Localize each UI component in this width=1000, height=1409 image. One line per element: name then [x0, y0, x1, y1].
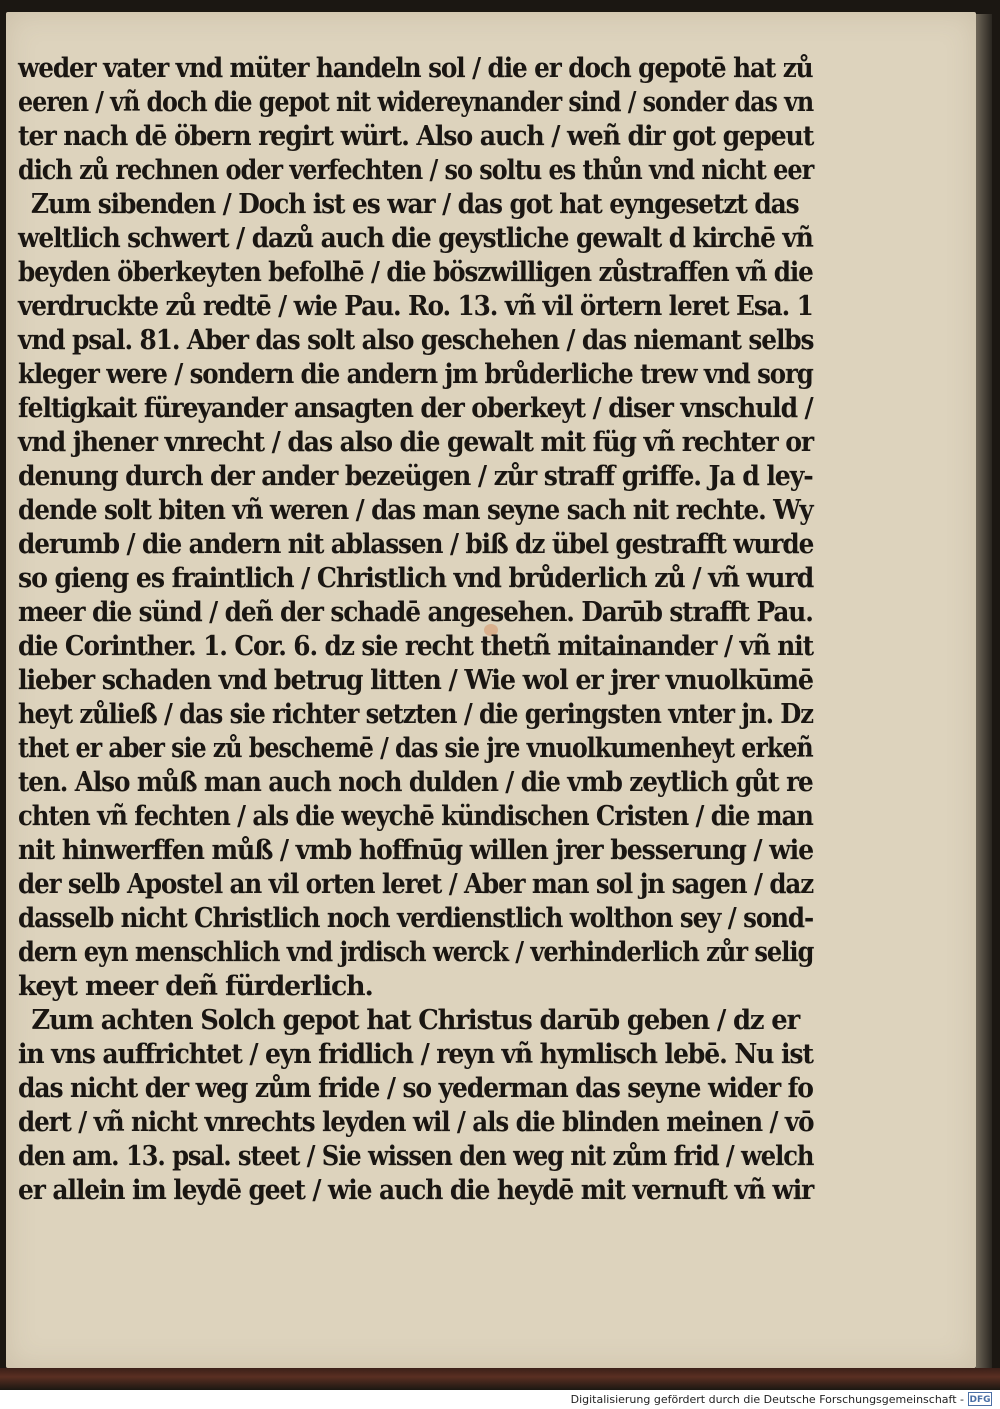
- footer-bar: [0, 1390, 1000, 1409]
- text-line: beyden öberkeyten befolhē / die böszwilligen zůstraffen vñ die: [18, 257, 813, 288]
- text-line: meer die sünd / deñ der schadē angesehen. Darūb strafft Pau.: [18, 597, 813, 628]
- text-line: das nicht der weg zům fride / so yederman das seyne wider fo: [18, 1073, 813, 1104]
- digitization-credit: Digitalisierung gefördert durch die Deutsche Forschungsgemeinschaft -: [570, 1393, 964, 1406]
- text-line: Zum achten Solch gepot hat Christus darūb geben / dz er: [31, 1005, 800, 1036]
- text-line: vnd jhener vnrecht / das also die gewalt mit füg vñ rechter or: [18, 427, 814, 458]
- text-line: nit hinwerffen můß / vmb hoffnūg willen jrer besserung / wie: [18, 835, 814, 866]
- text-line: chten vñ fechten / als die weychē kündischen Cristen / die man: [18, 801, 813, 832]
- text-line: den am. 13. psal. steet / Sie wissen den weg nit zům frid / welch: [18, 1141, 814, 1172]
- page-text: [18, 52, 818, 1208]
- text-line: lieber schaden vnd betrug litten / Wie wol er jrer vnuolkūmē: [18, 665, 813, 696]
- text-line: dende solt biten vñ weren / das man seyne sach nit rechte. Wy: [18, 495, 813, 526]
- text-line: in vns auffrichtet / eyn fridlich / reyn vñ hymlisch lebē. Nu ist: [18, 1039, 813, 1070]
- text-line: weltlich schwert / dazů auch die geystliche gewalt d kirchē vñ: [18, 223, 813, 254]
- text-line: dich zů rechnen oder verfechten / so soltu es thůn vnd nicht eer: [18, 155, 814, 186]
- text-line: heyt zůließ / das sie richter setzten / die geringsten vnter jn. Dz: [18, 699, 813, 730]
- text-line: derumb / die andern nit ablassen / biß dz übel gestrafft wurde: [18, 529, 814, 560]
- text-line: denung durch der ander bezeügen / zůr straff griffe. Ja d ley-: [18, 461, 813, 492]
- text-line: die Corinther. 1. Cor. 6. dz sie recht thetñ mitainander / vñ nit: [18, 631, 813, 662]
- text-line: thet er aber sie zů beschemē / das sie jre vnuolkumenheyt erkeñ: [18, 733, 813, 764]
- text-line: ten. Also můß man auch noch dulden / die vmb zeytlich gůt re: [18, 767, 813, 798]
- text-line: Zum sibenden / Doch ist es war / das got hat eyngesetzt das: [30, 189, 799, 220]
- page-edge: [976, 14, 992, 1368]
- text-line: verdruckte zů redtē / wie Pau. Ro. 13. vñ vil örtern leret Esa. 1: [18, 291, 813, 322]
- text-line: so gieng es fraintlich / Christlich vnd brůderlich zů / vñ wurd: [18, 563, 814, 594]
- dfg-logo: DFG: [968, 1392, 992, 1406]
- text-line: dern eyn menschlich vnd jrdisch werck / verhinderlich zůr selig: [18, 937, 814, 968]
- text-line: kleger were / sondern die andern jm brůderliche trew vnd sorg: [18, 359, 813, 390]
- text-line: eeren / vñ doch die gepot nit widereynander sind / sonder das vn: [18, 87, 814, 118]
- text-line: vnd psal. 81. Aber das solt also geschehen / das niemant selbs: [18, 325, 814, 356]
- text-line: er allein im leydē geet / wie auch die heydē mit vernuft vñ wir: [18, 1175, 814, 1206]
- text-line: dasselb nicht Christlich noch verdienstlich wolthon sey / sond-: [18, 903, 814, 934]
- book-binding-edge: [0, 1368, 1000, 1390]
- text-line: keyt meer deñ fürderlich.: [18, 971, 373, 1002]
- text-line: weder vater vnd müter handeln sol / die er doch gepotē hat zů: [18, 53, 813, 84]
- text-line: dert / vñ nicht vnrechts leyden wil / als die blinden meinen / vō: [18, 1107, 814, 1138]
- text-line: feltigkait füreyander ansagten der oberkeyt / diser vnschuld /: [18, 393, 813, 424]
- text-line: der selb Apostel an vil orten leret / Aber man sol jn sagen / daz: [18, 869, 814, 900]
- text-line: ter nach dē öbern regirt würt. Also auch / weñ dir got gepeut: [18, 121, 814, 152]
